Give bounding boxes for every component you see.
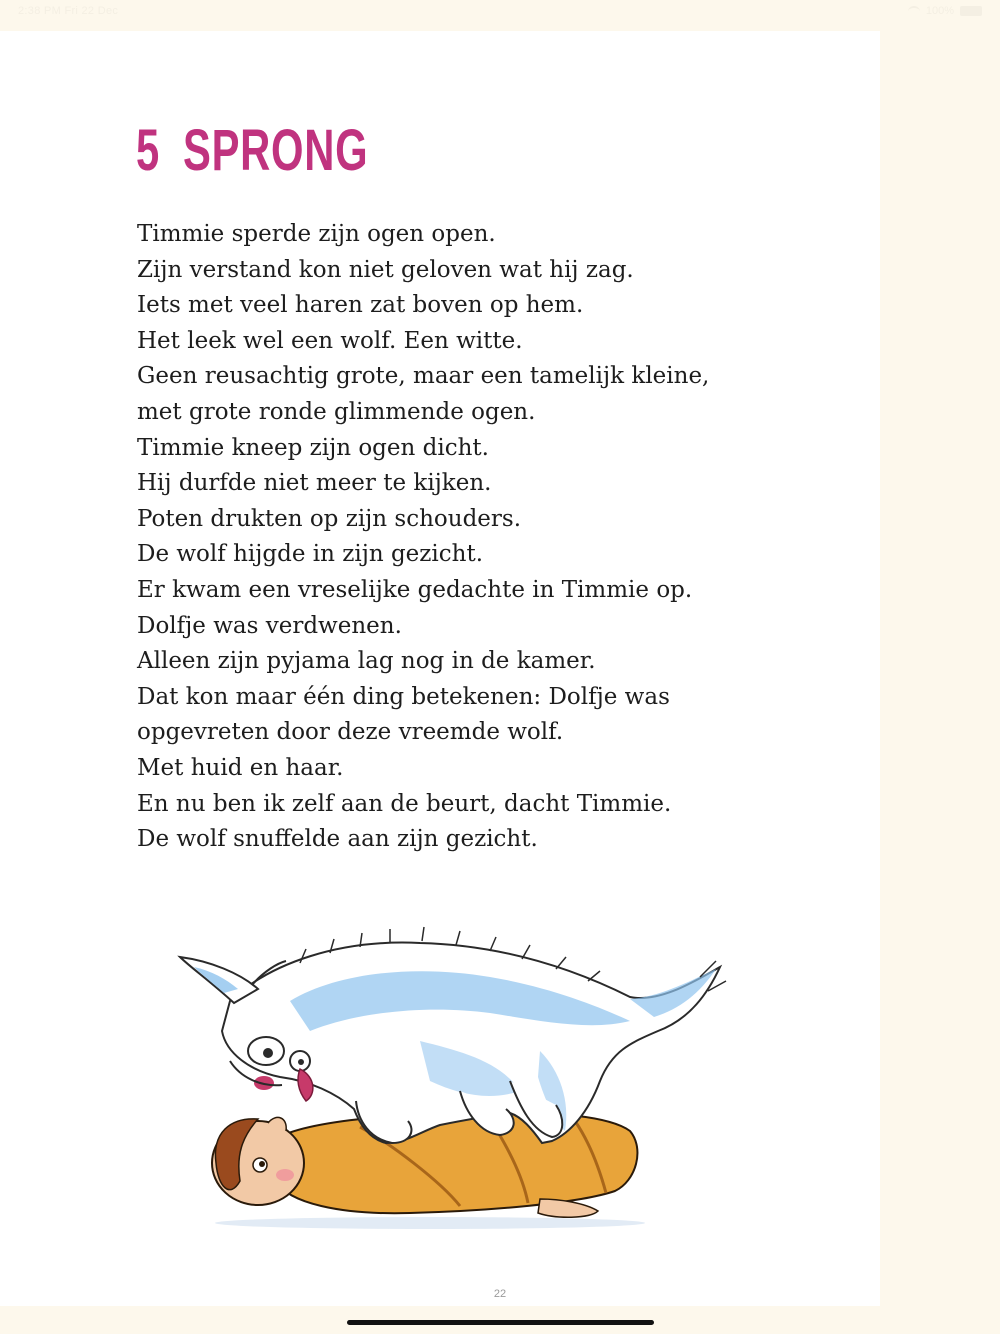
wifi-icon bbox=[908, 6, 920, 17]
story-line: Dat kon maar één ding betekenen: Dolfje was bbox=[137, 683, 670, 710]
battery-icon bbox=[960, 6, 982, 16]
story-line: De wolf snuffelde aan zijn gezicht. bbox=[137, 826, 538, 853]
story-line: Geen reusachtig grote, maar een tamelijk kleine, bbox=[137, 363, 710, 390]
book-page[interactable] bbox=[0, 31, 880, 1306]
story-line: Timmie sperde zijn ogen open. bbox=[137, 221, 496, 247]
story-line: Dolfje was verdwenen. bbox=[137, 612, 402, 639]
page-number: 22 bbox=[493, 1288, 507, 1300]
story-line: En nu ben ik zelf aan de beurt, dacht Timmie. bbox=[137, 790, 672, 817]
story-line: Hij durfde niet meer te kijken. bbox=[137, 470, 492, 497]
story-line: Iets met veel haren zat boven op hem. bbox=[137, 292, 584, 319]
story-line: Met huid en haar. bbox=[137, 754, 344, 781]
story-line: De wolf hijgde in zijn gezicht. bbox=[137, 541, 484, 568]
chapter-number: 5 bbox=[136, 118, 160, 183]
story-line: Poten drukten op zijn schouders. bbox=[137, 505, 522, 532]
chapter-title: SPRONG bbox=[182, 118, 369, 183]
status-date: Fri 22 Dec bbox=[64, 5, 119, 17]
status-time-date bbox=[18, 5, 118, 17]
story-line: Alleen zijn pyjama lag nog in de kamer. bbox=[137, 648, 596, 675]
story-line: Er kwam een vreselijke gedachte in Timmie op. bbox=[137, 576, 693, 603]
story-line: opgevreten door deze vreemde wolf. bbox=[137, 719, 564, 746]
home-indicator[interactable] bbox=[347, 1320, 654, 1325]
wolf-on-boy-illustration bbox=[160, 881, 740, 1231]
chapter-heading bbox=[136, 119, 368, 183]
status-time: 2:38 PM bbox=[18, 5, 62, 17]
status-bar bbox=[0, 0, 1000, 24]
battery-percent: 100% bbox=[925, 5, 954, 17]
story-line: Het leek wel een wolf. Een witte. bbox=[137, 327, 523, 354]
story-line: met grote ronde glimmende ogen. bbox=[137, 398, 536, 425]
story-line: Timmie kneep zijn ogen dicht. bbox=[137, 434, 489, 461]
status-indicators bbox=[908, 5, 982, 17]
story-text bbox=[137, 217, 777, 858]
story-line: Zijn verstand kon niet geloven wat hij zag. bbox=[137, 256, 634, 283]
